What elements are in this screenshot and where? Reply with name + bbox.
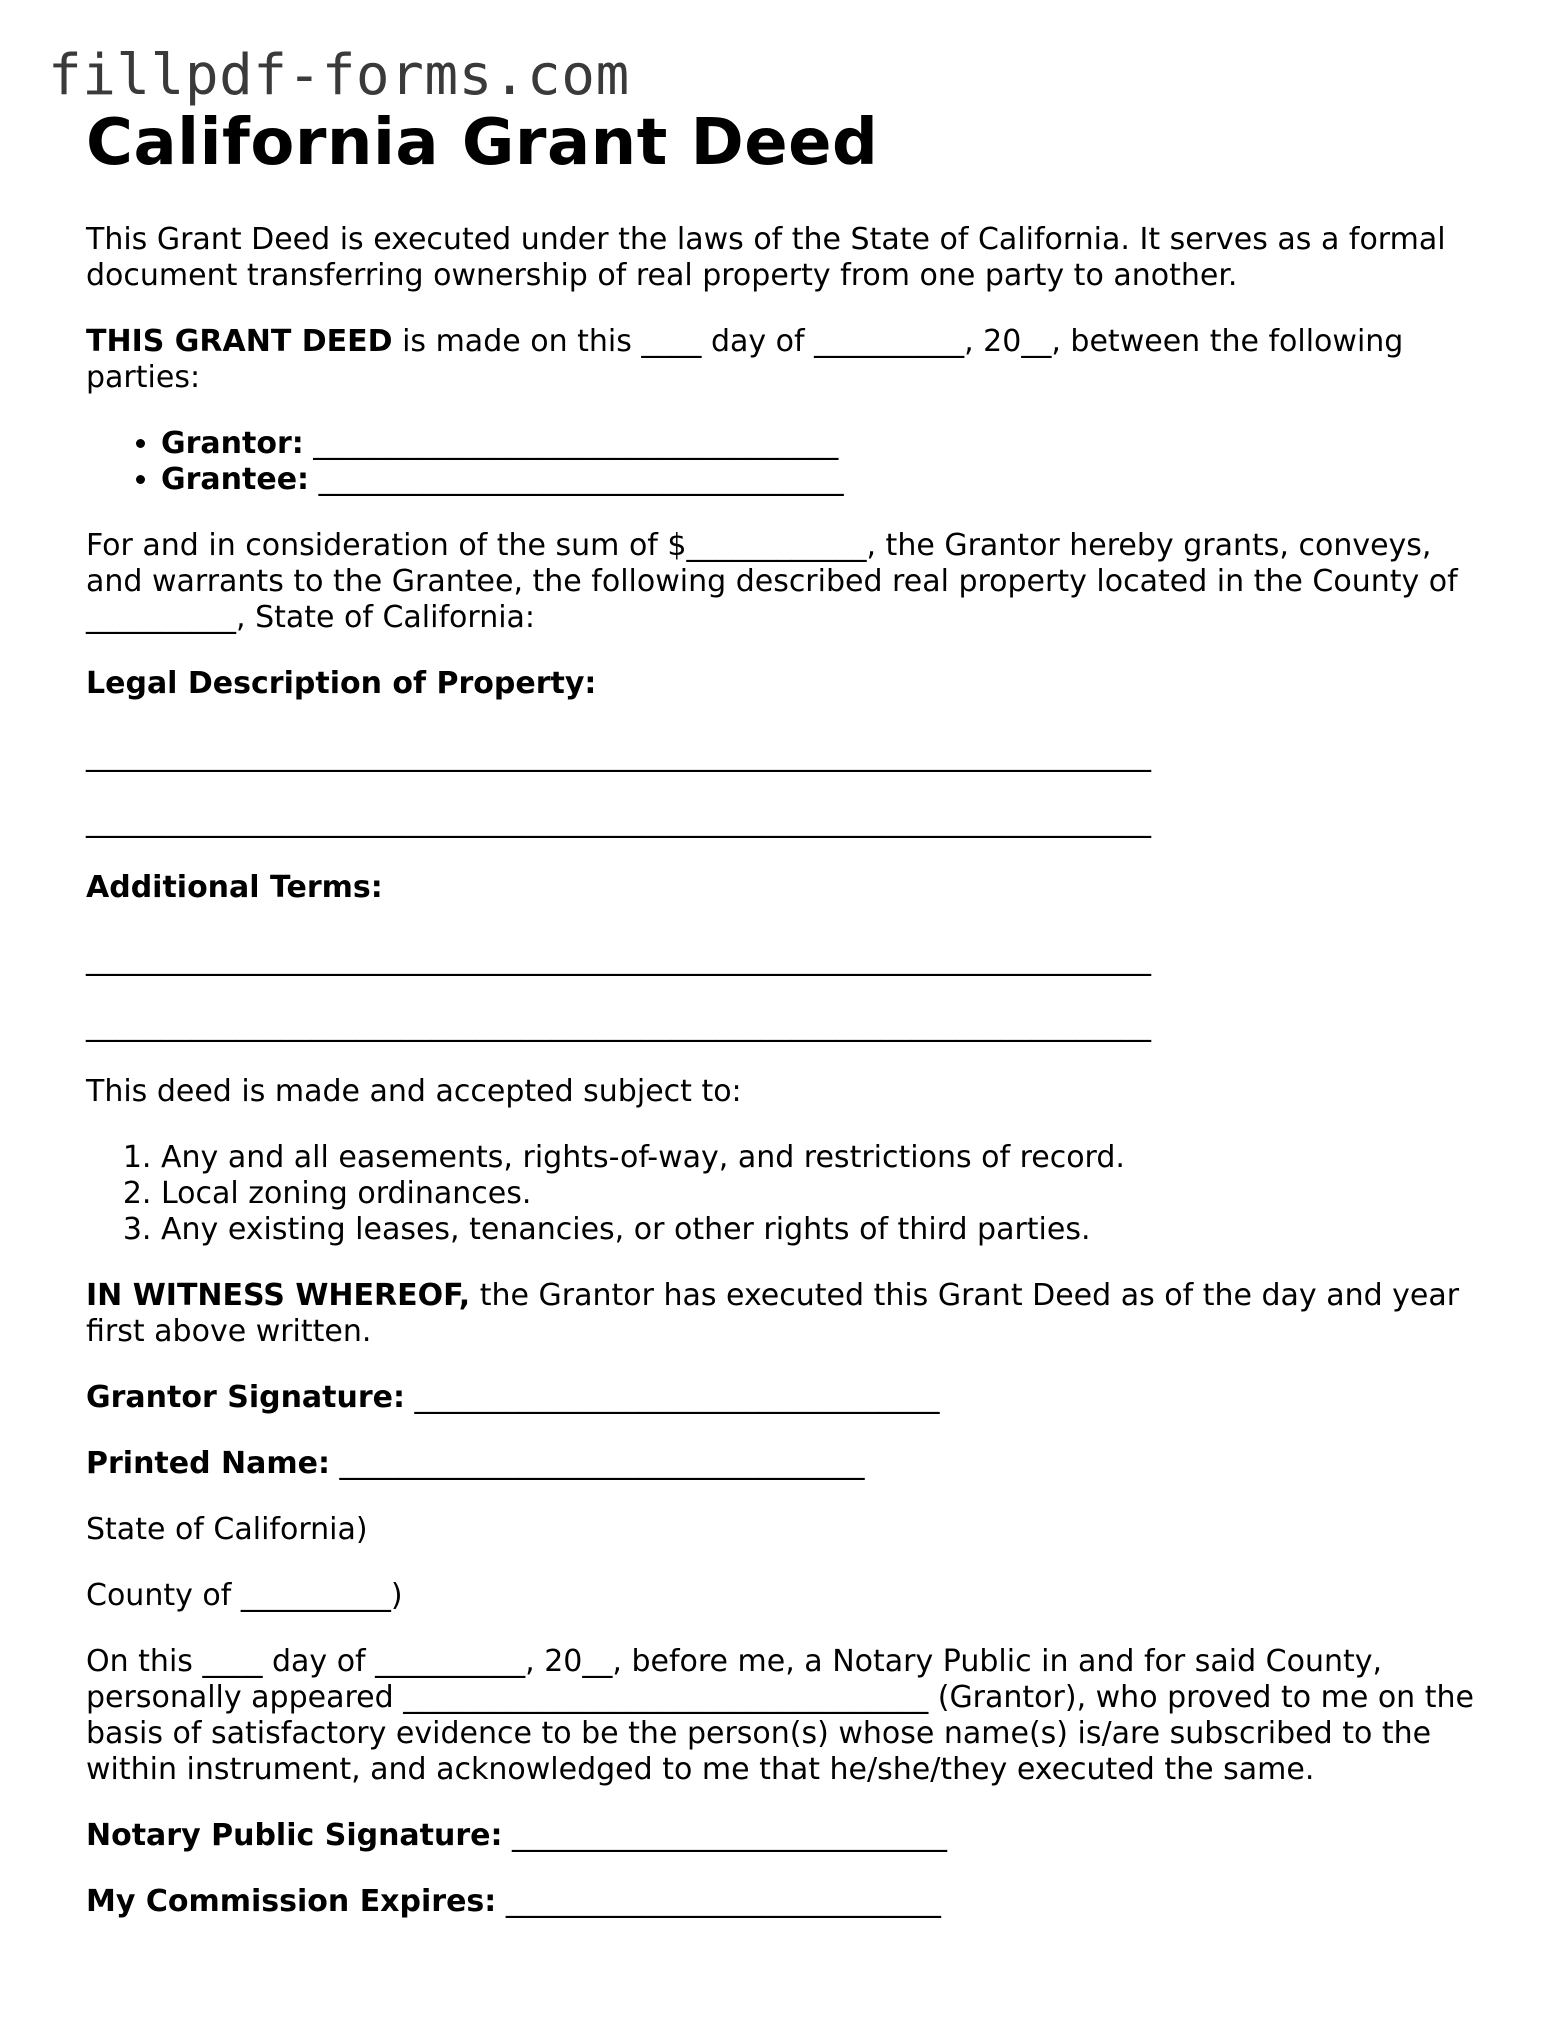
legal-description-line-1[interactable]: _______________________________________________________________________ bbox=[86, 738, 1151, 774]
grantor-field[interactable]: ___________________________________ bbox=[303, 426, 839, 462]
legal-description-label: Legal Description of Property: bbox=[86, 666, 597, 702]
legal-description-line-2[interactable]: _______________________________________________________________________ bbox=[86, 804, 1151, 840]
watermark: fillpdf-forms.com bbox=[48, 43, 630, 108]
grantor-signature-field[interactable]: ___________________________________ bbox=[405, 1380, 940, 1416]
additional-terms-label: Additional Terms: bbox=[86, 870, 383, 906]
printed-name-field[interactable]: ___________________________________ bbox=[329, 1446, 865, 1482]
printed-name-row bbox=[86, 1446, 1486, 1482]
notary-signature-field[interactable]: _____________________________ bbox=[502, 1818, 948, 1854]
document-page bbox=[86, 108, 1486, 1920]
grantee-label: Grantee: bbox=[161, 462, 310, 498]
grantor-signature-row bbox=[86, 1380, 1486, 1416]
deed-lead: THIS GRANT DEED bbox=[86, 324, 393, 360]
subject-item: 2. Local zoning ordinances. bbox=[161, 1176, 1486, 1212]
witness-paragraph bbox=[86, 1278, 1486, 1350]
additional-terms-line-2[interactable]: _______________________________________________________________________ bbox=[86, 1008, 1151, 1044]
grantor-item bbox=[161, 426, 1486, 462]
subject-item: 1. Any and all easements, rights-of-way, and restrictions of record. bbox=[161, 1140, 1486, 1176]
county-line: County of __________) bbox=[86, 1578, 403, 1614]
witness-text: the Grantor has executed this Grant Deed as of the day and year first above written. bbox=[86, 1278, 1460, 1350]
commission-expires-row bbox=[86, 1884, 1486, 1920]
grantee-item bbox=[161, 462, 1486, 498]
grantee-field[interactable]: ___________________________________ bbox=[309, 462, 844, 498]
grantor-signature-label: Grantor Signature: bbox=[86, 1380, 406, 1416]
consideration-paragraph: For and in consideration of the sum of $____________, the Grantor hereby grants, conveys, and warrants to the Grantee, the following described real property located in the County of __________, State of California: bbox=[86, 528, 1458, 636]
deed-date-text: is made on this ____ day of __________, 20__, between the following parties: bbox=[86, 324, 1404, 396]
document-title: California Grant Deed bbox=[86, 106, 879, 180]
parties-list bbox=[86, 426, 1486, 498]
commission-expires-label: My Commission Expires: bbox=[86, 1884, 497, 1920]
subject-intro: This deed is made and accepted subject to: bbox=[86, 1074, 742, 1110]
commission-expires-field[interactable]: _____________________________ bbox=[496, 1884, 941, 1920]
subject-item: 3. Any existing leases, tenancies, or other rights of third parties. bbox=[161, 1212, 1486, 1248]
grantor-label: Grantor: bbox=[161, 426, 304, 462]
deed-date-paragraph bbox=[86, 324, 1486, 396]
notary-signature-label: Notary Public Signature: bbox=[86, 1818, 503, 1854]
notary-acknowledgment: On this ____ day of __________, 20__, before me, a Notary Public in and for said County, personally appeared ___________________________________ (Grantor), who proved to me on the basis of satisfactory evidence to be the person(s) whose name(s) is/are subscribed to the within instrument, and acknowledged to me that he/she/they executed the same. bbox=[86, 1644, 1474, 1788]
state-line: State of California) bbox=[86, 1512, 368, 1548]
additional-terms-line-1[interactable]: _______________________________________________________________________ bbox=[86, 942, 1151, 978]
notary-signature-row bbox=[86, 1818, 1486, 1854]
intro-paragraph: This Grant Deed is executed under the laws of the State of California. It serves as a formal document transferring ownership of real property from one party to another. bbox=[86, 222, 1446, 294]
printed-name-label: Printed Name: bbox=[86, 1446, 330, 1482]
witness-lead: IN WITNESS WHEREOF, bbox=[86, 1278, 471, 1314]
subject-list bbox=[86, 1140, 1486, 1248]
